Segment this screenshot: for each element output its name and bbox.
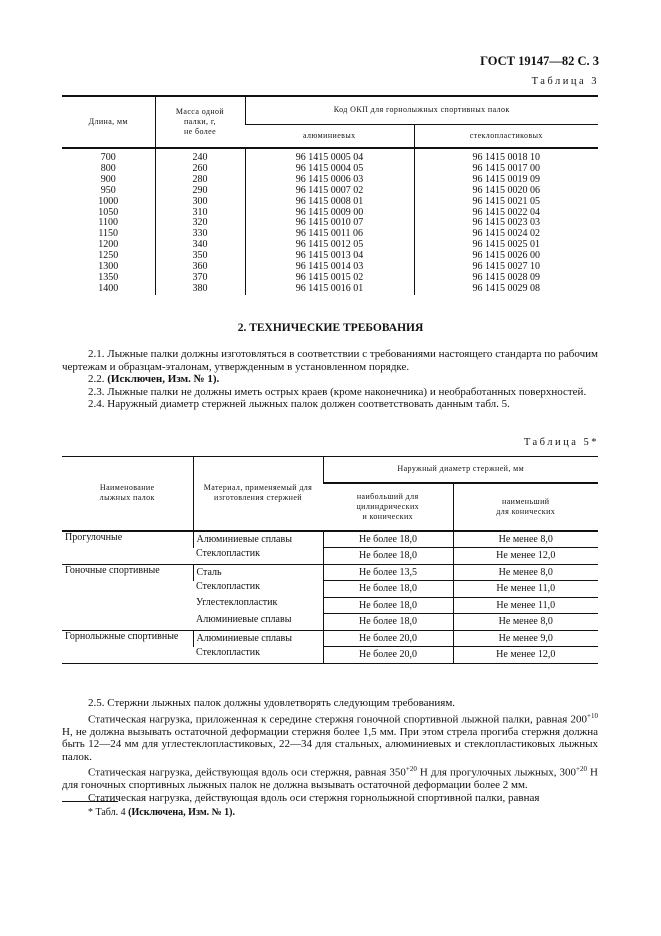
table-cell: 96 1415 0022 04 [414, 208, 598, 219]
table-cell: 290 [155, 186, 245, 197]
table-cell: 350 [155, 251, 245, 262]
table-cell: Углестеклопластик [196, 597, 278, 608]
col-code: Код ОКП для горнолыжных спортивных палок [245, 96, 598, 124]
table5 [62, 456, 598, 664]
table-cell: Не менее 12,0 [453, 647, 598, 664]
table-cell: 1150 [98, 228, 119, 240]
table-cell: Не менее 8,0 [453, 614, 598, 631]
col-length: Длина, мм [88, 117, 128, 126]
table-cell: 96 1415 0006 03 [245, 175, 414, 186]
table-cell: Не менее 11,0 [453, 581, 598, 598]
table-cell: 96 1415 0019 09 [414, 175, 598, 186]
paragraph-2-1: 2.1. Лыжные палки должны изготовляться в соответствии с требованиями настоящего стандарта по рабочим чертежам и образцам-эталонам, утвержденным в установленном порядке. [62, 348, 598, 373]
table-cell: Не более 18,0 [323, 581, 453, 598]
table-cell: 96 1415 0013 04 [245, 251, 414, 262]
table-cell: 96 1415 0020 06 [414, 186, 598, 197]
table-cell: 240 [155, 153, 245, 164]
paragraph-load-1: Статическая нагрузка, приложенная к середине стержня гоночной спортивной лыжной палки, равная $200^{+10}$ Н, не должна вызывать остаточной деформации стержня более 1,5 мм. При этом стрела прогиба стержня должна быть 12—24 мм для углестеклопластиковых, 22—34 для стальных, алюминиевых и стеклопластиковых лыжных палок. [62, 711, 598, 763]
table-cell: 96 1415 0008 01 [245, 197, 414, 208]
col-fiberglass: стеклопластиковых [414, 124, 598, 148]
table-cell: 1350 [98, 271, 119, 283]
table-cell: 96 1415 0023 03 [414, 218, 598, 229]
table-cell: Не более 13,5 [323, 564, 453, 581]
paragraph-2-5: 2.5. Стержни лыжных палок должны удовлетворять следующим требованиям. [88, 697, 456, 709]
table-row [62, 564, 598, 581]
table-cell: Алюминиевые сплавы [193, 531, 323, 548]
paragraph-load-2: Статическая нагрузка, действующая вдоль оси стержня, равная $350^{+20}$ Н для прогулочных лыжных, $300^{+20}$ Н для гоночных спортивных лыжных палок не должна вызывать остаточной деформации более 2 мм. [62, 765, 598, 792]
table-cell: 330 [155, 229, 245, 240]
table-cell: 280 [155, 175, 245, 186]
table-cell: 340 [155, 240, 245, 251]
table-cell: Не более 20,0 [323, 647, 453, 664]
table-cell: 320 [155, 218, 245, 229]
table-cell: 950 [100, 184, 116, 196]
table-cell: Алюминиевые сплавы [193, 630, 323, 647]
table-cell: Не менее 11,0 [453, 597, 598, 614]
table-cell: Не более 18,0 [323, 614, 453, 631]
table-cell: Не более 18,0 [323, 548, 453, 565]
col-aluminum: алюминиевых [303, 130, 356, 140]
paragraph-load-3: Статическая нагрузка, действующая вдоль оси стержня горнолыжной спортивной палки, равная [88, 791, 540, 804]
table-cell: 96 1415 0028 09 [414, 273, 598, 284]
group-name: Гоночные спортивные [62, 564, 193, 630]
table5-label: Таблица 5* [523, 437, 599, 448]
table-cell: 96 1415 0004 05 [245, 164, 414, 175]
table-cell: 96 1415 0016 01 [245, 284, 414, 295]
col-max: наибольший для цилиндрических и конических [356, 491, 420, 521]
col-name: Наименование лыжных палок [99, 483, 155, 503]
table-cell: Не более 18,0 [323, 597, 453, 614]
table-cell: 370 [155, 273, 245, 284]
table-cell: 1250 [98, 250, 119, 262]
table-row [62, 186, 598, 197]
table-row [62, 197, 598, 208]
table-cell: 96 1415 0012 05 [245, 240, 414, 251]
requirements-text-2 [62, 697, 598, 804]
table-cell: Не менее 8,0 [453, 564, 598, 581]
table-cell: 96 1415 0005 04 [245, 153, 414, 164]
table-cell: Не менее 12,0 [453, 548, 598, 565]
table-cell: 360 [155, 262, 245, 273]
col-material: Материал, применяемый для изготовления стержней [193, 457, 323, 531]
col-mass: Масса одной палки, г, не более [155, 96, 245, 148]
table-cell: Стеклопластик [196, 547, 260, 559]
table-cell: Не более 20,0 [323, 630, 453, 647]
paragraph-2-4: 2.4. Наружный диаметр стержней лыжных палок должен соответствовать данным табл. 5. [88, 398, 510, 410]
table-cell: 1400 [98, 282, 119, 294]
table-cell: 96 1415 0029 08 [414, 284, 598, 295]
table-cell: 96 1415 0011 06 [245, 229, 414, 240]
table-cell: 310 [155, 208, 245, 219]
table-cell: Не менее 9,0 [453, 630, 598, 647]
table-cell: 800 [100, 162, 116, 174]
table-cell: 300 [155, 197, 245, 208]
page-header: ГОСТ 19147—82 С. 3 [480, 54, 599, 68]
table-cell: 96 1415 0009 00 [245, 208, 414, 219]
table-cell: 700 [100, 152, 116, 163]
table-cell: Стеклопластик [196, 646, 260, 658]
table-cell: 96 1415 0015 02 [245, 273, 414, 284]
table-cell: 900 [100, 173, 116, 185]
paragraph-2-2: 2.2. (Исключен, Изм. № 1). [88, 373, 220, 385]
table-cell: Не менее 8,0 [453, 531, 598, 548]
table-cell: 1000 [98, 195, 119, 207]
table-cell: 96 1415 0027 10 [414, 262, 598, 273]
table-cell: 96 1415 0007 02 [245, 186, 414, 197]
table-row [62, 284, 598, 295]
table-cell: 1050 [98, 206, 119, 218]
requirements-text [62, 348, 598, 411]
table-cell: 96 1415 0026 00 [414, 251, 598, 262]
table-cell: Не более 18,0 [323, 531, 453, 548]
table-cell: 96 1415 0018 10 [414, 153, 598, 164]
section-title: 2. ТЕХНИЧЕСКИЕ ТРЕБОВАНИЯ [237, 322, 424, 334]
paragraph-2-3: 2.3. Лыжные палки не должны иметь острых краев (кроме наконечника) и необработанных поверхностей. [88, 385, 587, 398]
footnote-divider [62, 801, 118, 802]
table3-label: Таблица 3 [531, 76, 599, 87]
table-cell: Алюминиевые сплавы [196, 613, 292, 625]
table-cell: 1300 [98, 261, 119, 273]
table-cell: 1100 [98, 217, 119, 229]
table-cell: Сталь [193, 564, 323, 581]
col-diameter: Наружный диаметр стержней, мм [323, 457, 598, 483]
table-row [62, 630, 598, 647]
group-name: Прогулочные [65, 531, 123, 543]
table-cell: 96 1415 0021 05 [414, 197, 598, 208]
table-cell: Стеклопластик [196, 580, 260, 592]
table-cell: 260 [155, 164, 245, 175]
table-cell: 380 [155, 284, 245, 295]
table-cell: 96 1415 0017 00 [414, 164, 598, 175]
group-name: Горнолыжные спортивные [62, 630, 193, 663]
table-row [62, 531, 598, 548]
table-cell: 96 1415 0014 03 [245, 262, 414, 273]
table-cell: 96 1415 0025 01 [414, 240, 598, 251]
col-min: наименьший для конических [453, 483, 598, 531]
table-cell: 1200 [98, 239, 119, 251]
table3 [62, 95, 598, 295]
table-cell: 96 1415 0010 07 [245, 218, 414, 229]
footnote: * Табл. 4 (Исключена, Изм. № 1). [88, 807, 236, 818]
table-cell: 96 1415 0024 02 [414, 229, 598, 240]
